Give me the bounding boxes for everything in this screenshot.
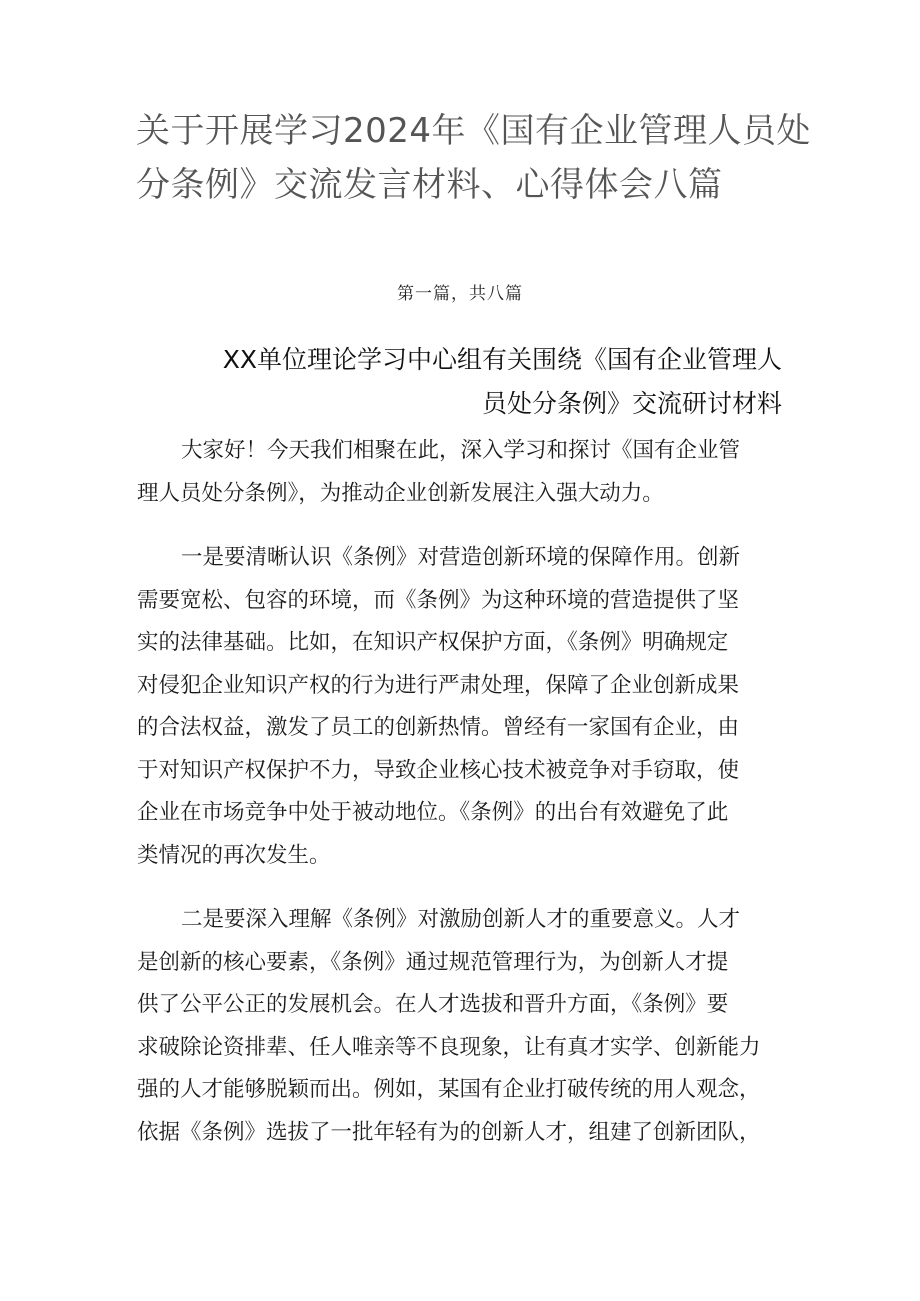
paragraph-point-one bbox=[137, 537, 787, 877]
paragraph-line: 依据《条例》选拔了一批年轻有为的创新人才，组建了创新团队， bbox=[137, 1119, 761, 1145]
paragraph-line: 理人员处分条例》，为推动企业创新发展注入强大动力。 bbox=[137, 480, 664, 506]
document-title-line: 分条例》交流发言材料、心得体会八篇 bbox=[136, 165, 723, 205]
paragraph-line: 一是要清晰认识《条例》对营造创新环境的保障作用。创新 bbox=[181, 545, 741, 570]
paragraph-line: 的合法权益，激发了员工的创新热情。曾经有一家国有企业，由 bbox=[137, 715, 740, 740]
paragraph-line: 求破除论资排辈、任人唯亲等不良现象，让有真才实学、创新能力 bbox=[137, 1034, 761, 1060]
document-title bbox=[136, 104, 812, 212]
article-subtitle-line: XX单位理论学习中心组有关围绕《国有企业管理人 bbox=[222, 345, 782, 374]
document-title-line: 关于开展学习2024年《国有企业管理人员处 bbox=[136, 111, 812, 151]
paragraph-line: 需要宽松、包容的环境，而《条例》为这种环境的营造提供了坚 bbox=[137, 587, 740, 613]
document-body bbox=[137, 430, 787, 1176]
paragraph-line: 是创新的核心要素，《条例》通过规范管理行为，为创新人才提 bbox=[137, 949, 729, 975]
article-subtitle-line: 员处分条例》交流研讨材料 bbox=[481, 389, 782, 418]
article-subtitle bbox=[150, 338, 782, 426]
paragraph-line: 供了公平公正的发展机会。在人才选拔和晋升方面，《条例》要 bbox=[137, 992, 729, 1017]
paragraph-line: 对侵犯企业知识产权的行为进行严肃处理，保障了企业创新成果 bbox=[137, 672, 740, 698]
paragraph-line: 于对知识产权保护不力，导致企业核心技术被竞争对手窃取，使 bbox=[137, 757, 740, 783]
section-marker: 第一篇，共八篇 bbox=[397, 284, 523, 304]
paragraph-line: 实的法律基础。比如，在知识产权保护方面，《条例》明确规定 bbox=[137, 630, 729, 655]
paragraph-line: 企业在市场竞争中处于被动地位。《条例》的出台有效避免了此 bbox=[137, 800, 729, 825]
paragraph-line: 大家好！今天我们相聚在此，深入学习和探讨《国有企业管 bbox=[181, 438, 741, 463]
paragraph-point-two bbox=[137, 899, 787, 1154]
paragraph-line: 二是要深入理解《条例》对激励创新人才的重要意义。人才 bbox=[181, 907, 741, 932]
paragraph-greeting bbox=[137, 430, 787, 515]
paragraph-line: 强的人才能够脱颖而出。例如，某国有企业打破传统的用人观念， bbox=[137, 1077, 761, 1102]
paragraph-line: 类情况的再次发生。 bbox=[137, 842, 331, 868]
